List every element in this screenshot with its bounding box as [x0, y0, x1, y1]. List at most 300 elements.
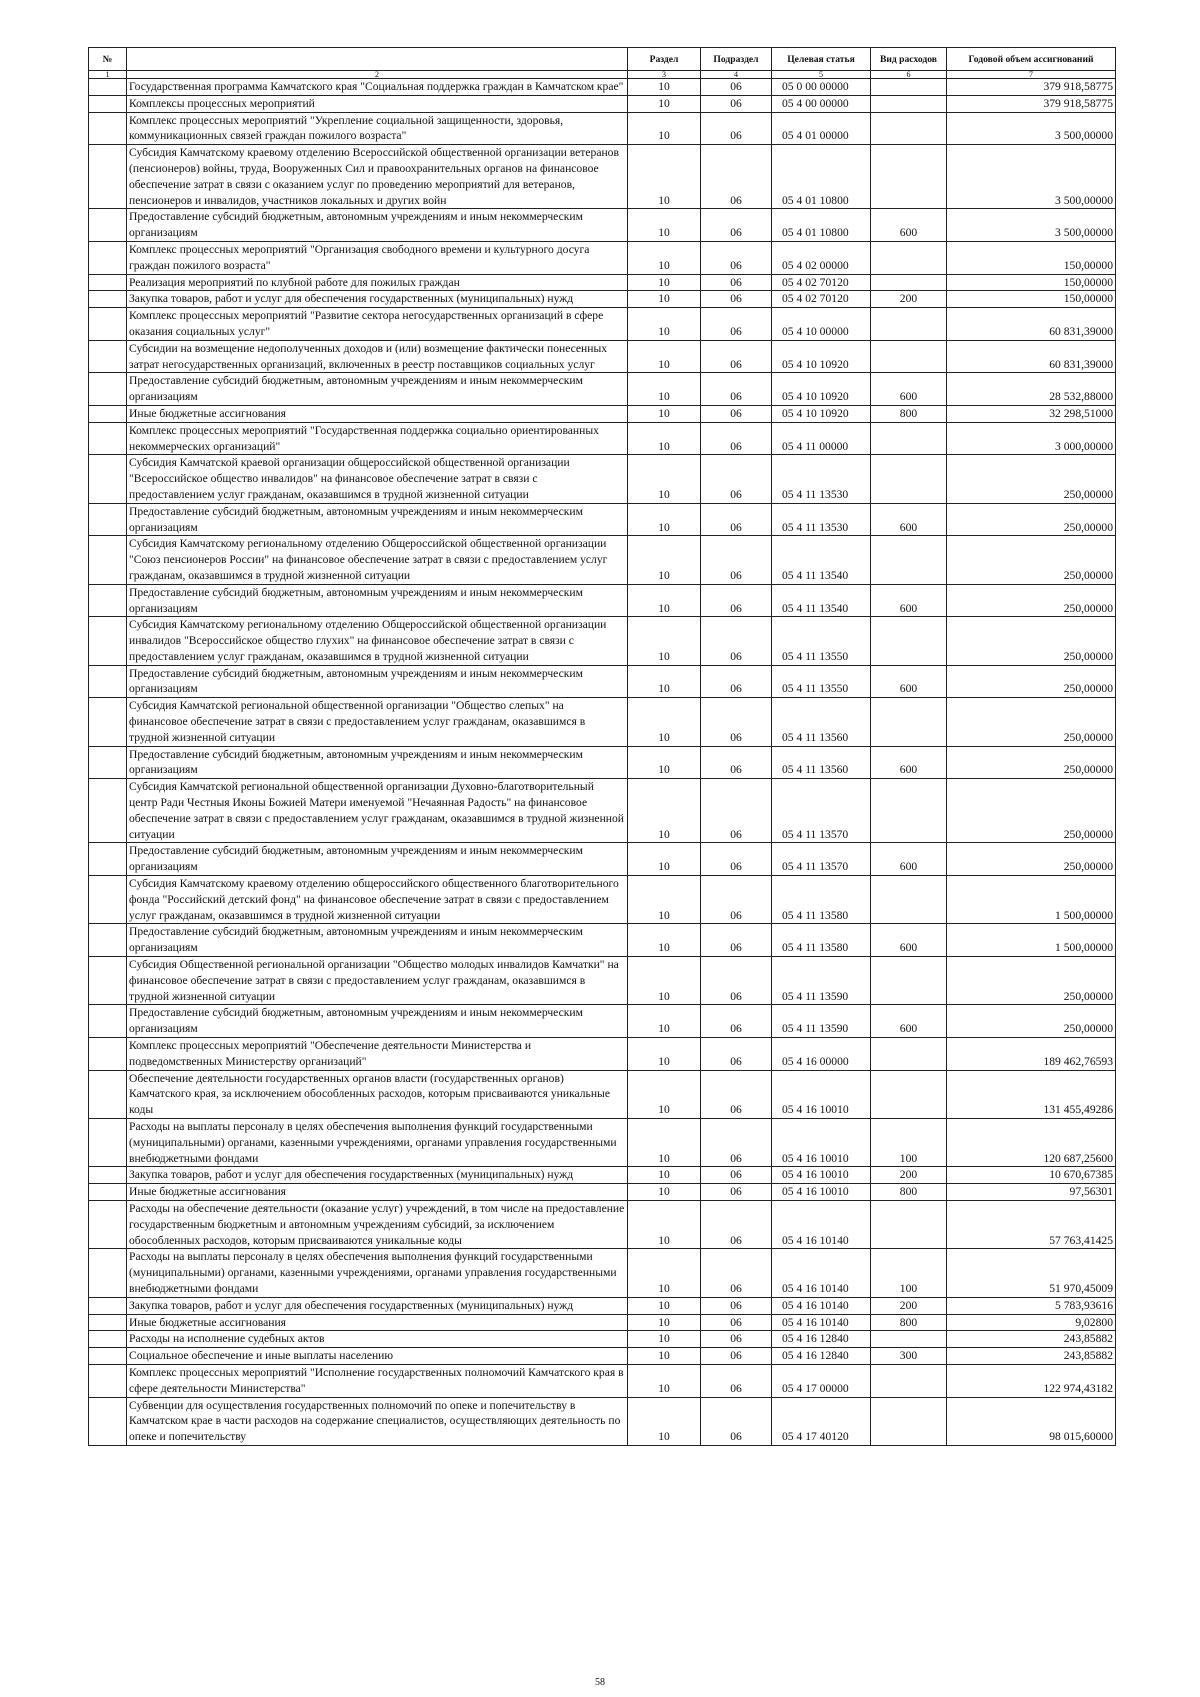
cell-num	[89, 665, 127, 698]
cell-expense-type	[871, 1397, 947, 1445]
cell-num	[89, 876, 127, 924]
cell-expense-type: 600	[871, 373, 947, 406]
cell-amount: 250,00000	[947, 843, 1116, 876]
table-row	[89, 1297, 1116, 1314]
table-row	[89, 1167, 1116, 1184]
col-number: 2	[127, 71, 628, 79]
table-row	[89, 1005, 1116, 1038]
cell-num	[89, 405, 127, 422]
cell-name: Комплексы процессных мероприятий	[127, 95, 628, 112]
cell-amount: 51 970,45009	[947, 1249, 1116, 1297]
cell-name: Предоставление субсидий бюджетным, автономным учреждениям и иным некоммерческим организациям	[127, 373, 628, 406]
cell-amount: 250,00000	[947, 536, 1116, 584]
cell-name: Предоставление субсидий бюджетным, автономным учреждениям и иным некоммерческим организациям	[127, 665, 628, 698]
cell-amount: 60 831,39000	[947, 308, 1116, 341]
cell-name: Иные бюджетные ассигнования	[127, 1184, 628, 1201]
cell-num	[89, 617, 127, 665]
cell-num	[89, 1184, 127, 1201]
cell-name: Субсидия Камчатскому региональному отделению Общероссийской общественной организации инвалидов "Всероссийское общество глухих" на финансовое обеспечение затрат в связи с предоставлением услуг гражданам, оказавшимся в трудной жизненной ситуации	[127, 617, 628, 665]
cell-target-article: 05 4 11 13550	[772, 665, 871, 698]
cell-expense-type	[871, 1331, 947, 1348]
cell-amount: 250,00000	[947, 665, 1116, 698]
cell-podrazdel: 06	[701, 876, 772, 924]
budget-table	[88, 47, 1116, 1446]
cell-podrazdel: 06	[701, 1119, 772, 1167]
cell-target-article: 05 4 10 10920	[772, 405, 871, 422]
cell-num	[89, 112, 127, 145]
table-row	[89, 291, 1116, 308]
cell-amount: 189 462,76593	[947, 1038, 1116, 1071]
table-row	[89, 79, 1116, 96]
budget-table-container	[88, 47, 1115, 1446]
cell-razdel: 10	[628, 1070, 701, 1118]
table-row	[89, 746, 1116, 779]
cell-razdel: 10	[628, 1200, 701, 1248]
cell-expense-type	[871, 1038, 947, 1071]
cell-amount: 10 670,67385	[947, 1167, 1116, 1184]
cell-podrazdel: 06	[701, 145, 772, 209]
cell-target-article: 05 4 11 13580	[772, 876, 871, 924]
cell-expense-type	[871, 274, 947, 291]
cell-expense-type: 800	[871, 1184, 947, 1201]
cell-expense-type: 800	[871, 405, 947, 422]
table-row	[89, 957, 1116, 1005]
cell-num	[89, 1364, 127, 1397]
cell-num	[89, 1005, 127, 1038]
cell-amount: 250,00000	[947, 1005, 1116, 1038]
cell-razdel: 10	[628, 1397, 701, 1445]
cell-razdel: 10	[628, 373, 701, 406]
cell-target-article: 05 4 10 10920	[772, 373, 871, 406]
cell-expense-type	[871, 876, 947, 924]
cell-num	[89, 95, 127, 112]
col-header-statya: Целевая статья	[772, 48, 871, 71]
table-row	[89, 422, 1116, 455]
cell-num	[89, 584, 127, 617]
cell-num	[89, 746, 127, 779]
cell-name: Закупка товаров, работ и услуг для обеспечения государственных (муниципальных) нужд	[127, 1297, 628, 1314]
table-row	[89, 1249, 1116, 1297]
cell-razdel: 10	[628, 1314, 701, 1331]
cell-razdel: 10	[628, 746, 701, 779]
cell-num	[89, 422, 127, 455]
cell-expense-type	[871, 779, 947, 843]
cell-name: Расходы на обеспечение деятельности (оказание услуг) учреждений, в том числе на предоставление государственным бюджетным и автономным учреждениям субсидий, за исключением обособленных расходов, которым присваиваются уникальные коды	[127, 1200, 628, 1248]
cell-expense-type	[871, 1070, 947, 1118]
cell-razdel: 10	[628, 665, 701, 698]
cell-podrazdel: 06	[701, 291, 772, 308]
table-body	[89, 79, 1116, 1446]
table-row	[89, 1348, 1116, 1365]
table-row	[89, 1184, 1116, 1201]
cell-target-article: 05 4 17 00000	[772, 1364, 871, 1397]
cell-amount: 60 831,39000	[947, 340, 1116, 373]
cell-razdel: 10	[628, 843, 701, 876]
cell-name: Комплекс процессных мероприятий "Обеспечение деятельности Министерства и подведомственных Министерству организаций"	[127, 1038, 628, 1071]
cell-name: Предоставление субсидий бюджетным, автономным учреждениям и иным некоммерческим организациям	[127, 584, 628, 617]
table-row	[89, 1119, 1116, 1167]
cell-razdel: 10	[628, 340, 701, 373]
cell-expense-type	[871, 698, 947, 746]
cell-name: Субсидия Камчатскому краевому отделению Всероссийской общественной организации ветеранов (пенсионеров) войны, труда, Вооруженных Сил и правоохранительных органов на финансовое обеспечение затрат в связи с оказанием услуг по проведению мероприятий для ветеранов, пенсионеров и инвалидов, участников локальных и других войн	[127, 145, 628, 209]
cell-expense-type: 600	[871, 665, 947, 698]
cell-podrazdel: 06	[701, 843, 772, 876]
cell-target-article: 05 4 11 00000	[772, 422, 871, 455]
cell-num	[89, 145, 127, 209]
col-header-vid: Вид расходов	[871, 48, 947, 71]
cell-razdel: 10	[628, 876, 701, 924]
cell-razdel: 10	[628, 274, 701, 291]
cell-podrazdel: 06	[701, 746, 772, 779]
table-row	[89, 274, 1116, 291]
cell-num	[89, 1167, 127, 1184]
cell-expense-type	[871, 112, 947, 145]
cell-razdel: 10	[628, 241, 701, 274]
table-row	[89, 779, 1116, 843]
cell-podrazdel: 06	[701, 422, 772, 455]
cell-target-article: 05 4 11 13590	[772, 1005, 871, 1038]
cell-amount: 250,00000	[947, 503, 1116, 536]
cell-name: Закупка товаров, работ и услуг для обеспечения государственных (муниципальных) нужд	[127, 291, 628, 308]
cell-name: Комплекс процессных мероприятий "Организация свободного времени и культурного досуга граждан пожилого возраста"	[127, 241, 628, 274]
cell-expense-type	[871, 617, 947, 665]
cell-podrazdel: 06	[701, 1314, 772, 1331]
cell-podrazdel: 06	[701, 308, 772, 341]
col-number: 5	[772, 71, 871, 79]
cell-target-article: 05 4 11 13590	[772, 957, 871, 1005]
cell-expense-type: 600	[871, 584, 947, 617]
cell-podrazdel: 06	[701, 95, 772, 112]
col-number: 6	[871, 71, 947, 79]
cell-amount: 1 500,00000	[947, 876, 1116, 924]
cell-num	[89, 536, 127, 584]
cell-expense-type	[871, 79, 947, 96]
cell-amount: 250,00000	[947, 617, 1116, 665]
col-header-num: №	[89, 48, 127, 71]
col-number: 4	[701, 71, 772, 79]
cell-expense-type	[871, 340, 947, 373]
table-row	[89, 1070, 1116, 1118]
cell-podrazdel: 06	[701, 112, 772, 145]
cell-expense-type	[871, 1200, 947, 1248]
cell-target-article: 05 4 11 13540	[772, 536, 871, 584]
table-row	[89, 209, 1116, 242]
cell-podrazdel: 06	[701, 1184, 772, 1201]
cell-amount: 150,00000	[947, 274, 1116, 291]
cell-name: Реализация мероприятий по клубной работе для пожилых граждан	[127, 274, 628, 291]
cell-razdel: 10	[628, 1038, 701, 1071]
cell-num	[89, 957, 127, 1005]
cell-target-article: 05 4 16 12840	[772, 1348, 871, 1365]
table-row	[89, 95, 1116, 112]
cell-podrazdel: 06	[701, 698, 772, 746]
cell-num	[89, 241, 127, 274]
cell-name: Комплекс процессных мероприятий "Исполнение государственных полномочий Камчатского края в сфере деятельности Министерства"	[127, 1364, 628, 1397]
cell-razdel: 10	[628, 957, 701, 1005]
cell-podrazdel: 06	[701, 455, 772, 503]
cell-num	[89, 209, 127, 242]
cell-podrazdel: 06	[701, 1038, 772, 1071]
cell-expense-type	[871, 455, 947, 503]
cell-target-article: 05 4 16 10140	[772, 1249, 871, 1297]
cell-podrazdel: 06	[701, 1005, 772, 1038]
cell-num	[89, 1331, 127, 1348]
cell-podrazdel: 06	[701, 241, 772, 274]
cell-podrazdel: 06	[701, 1397, 772, 1445]
cell-name: Субсидия Камчатской региональной общественной организации Духовно-благотворительный центр Ради Честныя Иконы Божией Матери именуемой "Нечаянная Радость" на финансовое обеспечение затрат в связи с предоставлением услуг гражданам, оказавшимся в трудной жизненной ситуации	[127, 779, 628, 843]
cell-razdel: 10	[628, 291, 701, 308]
cell-podrazdel: 06	[701, 1348, 772, 1365]
cell-target-article: 05 4 11 13570	[772, 779, 871, 843]
cell-razdel: 10	[628, 1348, 701, 1365]
cell-target-article: 05 4 11 13580	[772, 924, 871, 957]
cell-target-article: 05 4 16 10010	[772, 1167, 871, 1184]
page-number: 58	[595, 1677, 605, 1688]
cell-amount: 150,00000	[947, 291, 1116, 308]
col-number: 7	[947, 71, 1116, 79]
cell-name: Субсидия Камчатскому краевому отделению общероссийского общественного благотворительного фонда "Российский детский фонд" на финансовое обеспечение затрат в связи с предоставлением услуг гражданам, оказавшимся в трудной жизненной ситуации	[127, 876, 628, 924]
cell-podrazdel: 06	[701, 1331, 772, 1348]
col-number: 1	[89, 71, 127, 79]
cell-expense-type	[871, 241, 947, 274]
cell-amount: 250,00000	[947, 584, 1116, 617]
cell-expense-type	[871, 957, 947, 1005]
cell-podrazdel: 06	[701, 1364, 772, 1397]
cell-target-article: 05 4 11 13530	[772, 503, 871, 536]
cell-num	[89, 291, 127, 308]
cell-name: Расходы на выплаты персоналу в целях обеспечения выполнения функций государственными (муниципальными) органами, казенными учреждениями, органами управления государственными внебюджетными фондами	[127, 1249, 628, 1297]
cell-amount: 250,00000	[947, 455, 1116, 503]
cell-amount: 150,00000	[947, 241, 1116, 274]
cell-amount: 250,00000	[947, 957, 1116, 1005]
table-header-row	[89, 48, 1116, 71]
cell-target-article: 05 4 16 10140	[772, 1297, 871, 1314]
cell-num	[89, 79, 127, 96]
table-row	[89, 665, 1116, 698]
cell-target-article: 05 4 16 10140	[772, 1200, 871, 1248]
cell-podrazdel: 06	[701, 584, 772, 617]
cell-amount: 120 687,25600	[947, 1119, 1116, 1167]
table-row	[89, 112, 1116, 145]
cell-podrazdel: 06	[701, 79, 772, 96]
cell-target-article: 05 4 11 13560	[772, 746, 871, 779]
cell-name: Предоставление субсидий бюджетным, автономным учреждениям и иным некоммерческим организациям	[127, 746, 628, 779]
cell-razdel: 10	[628, 536, 701, 584]
cell-podrazdel: 06	[701, 405, 772, 422]
cell-razdel: 10	[628, 1005, 701, 1038]
cell-expense-type: 600	[871, 843, 947, 876]
table-row	[89, 843, 1116, 876]
cell-amount: 243,85882	[947, 1331, 1116, 1348]
cell-podrazdel: 06	[701, 1297, 772, 1314]
cell-name: Расходы на выплаты персоналу в целях обеспечения выполнения функций государственными (муниципальными) органами, казенными учреждениями, органами управления государственными внебюджетными фондами	[127, 1119, 628, 1167]
cell-num	[89, 373, 127, 406]
cell-num	[89, 924, 127, 957]
cell-name: Предоставление субсидий бюджетным, автономным учреждениям и иным некоммерческим организациям	[127, 503, 628, 536]
cell-target-article: 05 4 01 00000	[772, 112, 871, 145]
cell-name: Иные бюджетные ассигнования	[127, 1314, 628, 1331]
table-row	[89, 617, 1116, 665]
table-row	[89, 924, 1116, 957]
cell-name: Комплекс процессных мероприятий "Государственная поддержка социально ориентированных некоммерческих организаций"	[127, 422, 628, 455]
cell-amount: 379 918,58775	[947, 95, 1116, 112]
table-row	[89, 584, 1116, 617]
cell-target-article: 05 4 17 40120	[772, 1397, 871, 1445]
cell-razdel: 10	[628, 779, 701, 843]
cell-amount: 379 918,58775	[947, 79, 1116, 96]
cell-num	[89, 503, 127, 536]
cell-name: Социальное обеспечение и иные выплаты населению	[127, 1348, 628, 1365]
cell-amount: 9,02800	[947, 1314, 1116, 1331]
table-row	[89, 503, 1116, 536]
cell-num	[89, 340, 127, 373]
cell-target-article: 05 4 16 10140	[772, 1314, 871, 1331]
cell-target-article: 05 4 16 10010	[772, 1119, 871, 1167]
cell-target-article: 05 4 00 00000	[772, 95, 871, 112]
cell-target-article: 05 4 16 12840	[772, 1331, 871, 1348]
cell-podrazdel: 06	[701, 373, 772, 406]
col-header-name	[127, 48, 628, 71]
cell-amount: 3 500,00000	[947, 209, 1116, 242]
cell-name: Закупка товаров, работ и услуг для обеспечения государственных (муниципальных) нужд	[127, 1167, 628, 1184]
cell-razdel: 10	[628, 79, 701, 96]
cell-expense-type: 100	[871, 1119, 947, 1167]
table-row	[89, 145, 1116, 209]
cell-expense-type: 200	[871, 1167, 947, 1184]
cell-razdel: 10	[628, 617, 701, 665]
cell-name: Субсидии на возмещение недополученных доходов и (или) возмещение фактически понесенных затрат негосударственных организаций, включенных в реестр поставщиков социальных услуг	[127, 340, 628, 373]
cell-razdel: 10	[628, 422, 701, 455]
cell-expense-type: 600	[871, 503, 947, 536]
cell-name: Предоставление субсидий бюджетным, автономным учреждениям и иным некоммерческим организациям	[127, 1005, 628, 1038]
cell-target-article: 05 4 10 10920	[772, 340, 871, 373]
col-header-podrazdel: Подраздел	[701, 48, 772, 71]
cell-expense-type	[871, 95, 947, 112]
cell-razdel: 10	[628, 95, 701, 112]
cell-razdel: 10	[628, 405, 701, 422]
table-row	[89, 698, 1116, 746]
cell-razdel: 10	[628, 1167, 701, 1184]
cell-expense-type: 600	[871, 924, 947, 957]
cell-expense-type	[871, 308, 947, 341]
cell-target-article: 05 4 01 10800	[772, 209, 871, 242]
cell-num	[89, 1119, 127, 1167]
cell-podrazdel: 06	[701, 209, 772, 242]
cell-num	[89, 698, 127, 746]
cell-razdel: 10	[628, 455, 701, 503]
cell-target-article: 05 4 16 00000	[772, 1038, 871, 1071]
col-header-sum: Годовой объем ассигнований	[947, 48, 1116, 71]
cell-name: Субсидия Камчатской региональной общественной организации "Общество слепых" на финансовое обеспечение затрат в связи с предоставлением услуг гражданам, оказавшимся в трудной жизненной ситуации	[127, 698, 628, 746]
cell-num	[89, 1348, 127, 1365]
cell-expense-type: 300	[871, 1348, 947, 1365]
cell-expense-type	[871, 145, 947, 209]
table-row	[89, 373, 1116, 406]
cell-name: Субсидия Общественной региональной организации "Общество молодых инвалидов Камчатки" на финансовое обеспечение затрат в связи с предоставлением услуг гражданам, оказавшимся в трудной жизненной ситуации	[127, 957, 628, 1005]
cell-amount: 131 455,49286	[947, 1070, 1116, 1118]
cell-razdel: 10	[628, 112, 701, 145]
cell-expense-type	[871, 1364, 947, 1397]
cell-name: Комплекс процессных мероприятий "Развитие сектора негосударственных организаций в сфере оказания социальных услуг"	[127, 308, 628, 341]
cell-amount: 3 000,00000	[947, 422, 1116, 455]
table-row	[89, 1314, 1116, 1331]
cell-razdel: 10	[628, 584, 701, 617]
table-row	[89, 1331, 1116, 1348]
cell-target-article: 05 4 02 70120	[772, 274, 871, 291]
cell-num	[89, 455, 127, 503]
cell-num	[89, 1397, 127, 1445]
cell-razdel: 10	[628, 1184, 701, 1201]
cell-podrazdel: 06	[701, 957, 772, 1005]
cell-razdel: 10	[628, 308, 701, 341]
cell-num	[89, 1200, 127, 1248]
cell-amount: 5 783,93616	[947, 1297, 1116, 1314]
cell-amount: 250,00000	[947, 698, 1116, 746]
cell-num	[89, 1297, 127, 1314]
col-number: 3	[628, 71, 701, 79]
cell-amount: 122 974,43182	[947, 1364, 1116, 1397]
table-row	[89, 340, 1116, 373]
col-header-razdel: Раздел	[628, 48, 701, 71]
cell-podrazdel: 06	[701, 1167, 772, 1184]
cell-target-article: 05 4 16 10010	[772, 1070, 871, 1118]
cell-target-article: 05 4 11 13570	[772, 843, 871, 876]
cell-amount: 250,00000	[947, 746, 1116, 779]
cell-expense-type: 600	[871, 209, 947, 242]
cell-target-article: 05 0 00 00000	[772, 79, 871, 96]
cell-expense-type	[871, 536, 947, 584]
cell-num	[89, 308, 127, 341]
column-number-row	[89, 71, 1116, 79]
cell-target-article: 05 4 02 00000	[772, 241, 871, 274]
cell-podrazdel: 06	[701, 274, 772, 291]
cell-target-article: 05 4 11 13560	[772, 698, 871, 746]
cell-name: Субвенции для осуществления государственных полномочий по опеке и попечительству в Камчатском крае в части расходов на содержание специалистов, осуществляющих деятельность по опеке и попечительству	[127, 1397, 628, 1445]
cell-expense-type: 600	[871, 746, 947, 779]
table-row	[89, 876, 1116, 924]
cell-razdel: 10	[628, 1249, 701, 1297]
cell-name: Государственная программа Камчатского края "Социальная поддержка граждан в Камчатском крае"	[127, 79, 628, 96]
cell-razdel: 10	[628, 209, 701, 242]
table-row	[89, 536, 1116, 584]
cell-razdel: 10	[628, 1297, 701, 1314]
cell-expense-type: 800	[871, 1314, 947, 1331]
cell-name: Субсидия Камчатской краевой организации общероссийской общественной организации "Всероссийское общество инвалидов" на финансовое обеспечение затрат в связи с предоставлением услуг гражданам, оказавшимся в трудной жизненной ситуации	[127, 455, 628, 503]
cell-target-article: 05 4 11 13540	[772, 584, 871, 617]
cell-expense-type: 200	[871, 291, 947, 308]
cell-podrazdel: 06	[701, 1070, 772, 1118]
cell-name: Расходы на исполнение судебных актов	[127, 1331, 628, 1348]
cell-name: Предоставление субсидий бюджетным, автономным учреждениям и иным некоммерческим организациям	[127, 843, 628, 876]
cell-name: Комплекс процессных мероприятий "Укрепление социальной защищенности, здоровья, коммуникационных связей граждан пожилого возраста"	[127, 112, 628, 145]
cell-razdel: 10	[628, 145, 701, 209]
cell-amount: 3 500,00000	[947, 145, 1116, 209]
table-row	[89, 1038, 1116, 1071]
cell-podrazdel: 06	[701, 665, 772, 698]
cell-num	[89, 1314, 127, 1331]
cell-amount: 3 500,00000	[947, 112, 1116, 145]
cell-amount: 57 763,41425	[947, 1200, 1116, 1248]
cell-podrazdel: 06	[701, 779, 772, 843]
cell-target-article: 05 4 16 10010	[772, 1184, 871, 1201]
cell-podrazdel: 06	[701, 1249, 772, 1297]
cell-amount: 250,00000	[947, 779, 1116, 843]
cell-num	[89, 1038, 127, 1071]
cell-podrazdel: 06	[701, 536, 772, 584]
table-row	[89, 405, 1116, 422]
cell-razdel: 10	[628, 1364, 701, 1397]
cell-amount: 97,56301	[947, 1184, 1116, 1201]
